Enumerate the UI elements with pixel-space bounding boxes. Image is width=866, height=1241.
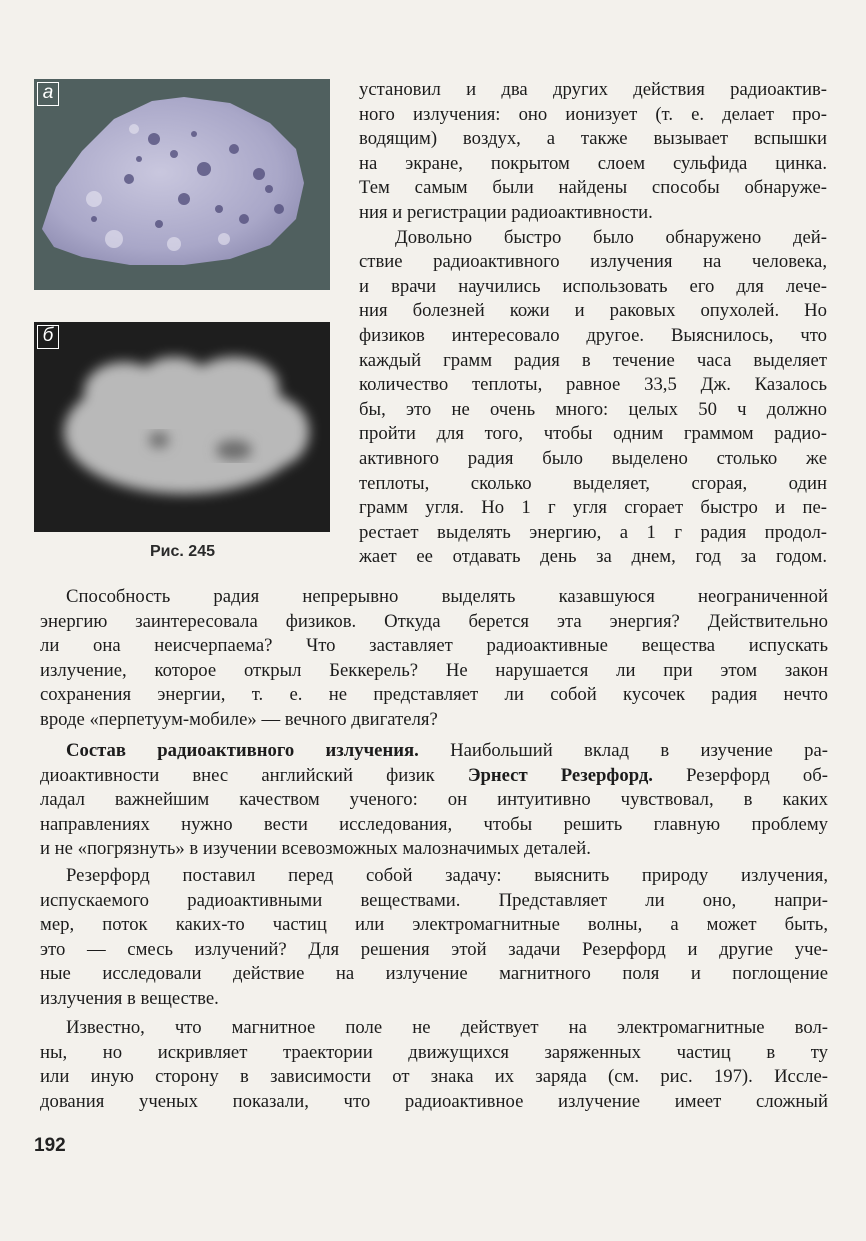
paragraph-radium-energy bbox=[66, 585, 828, 610]
paragraph-rutherford-task-cont bbox=[40, 889, 828, 1012]
text-line: ладал важнейшим качеством ученого: он интуитивно чувствовал, в каких bbox=[40, 789, 828, 811]
text-line: Резерфорд поставил перед собой задачу: выяснить природу излучения, bbox=[66, 865, 828, 886]
paragraph-radium-energy-cont bbox=[40, 610, 828, 733]
text-line: Способность радия непрерывно выделять казавшуюся неограниченной bbox=[66, 586, 828, 607]
figure-b-radiograph bbox=[34, 322, 330, 532]
text-line: ния и регистрации радиоактивности. bbox=[359, 201, 653, 223]
text-line: это — смесь излучений? Для решения этой задачи Резерфорд и другие уче- bbox=[40, 938, 828, 960]
paragraph bbox=[359, 78, 827, 226]
text-line: вроде «перпетуум-мобиле» — вечного двигателя? bbox=[40, 708, 438, 730]
text-line: водящим) воздух, а также вызывает вспышки bbox=[359, 128, 827, 150]
text-line: и не «погрязнуть» в изучении всевозможных малозначимых деталей. bbox=[40, 838, 591, 860]
text-line: теплоты, сколько выделяет, сгорая, один bbox=[359, 472, 827, 494]
text-line: жает ее отдавать день за днем, год за годом. bbox=[359, 546, 827, 568]
scientist-name: Эрнест Резерфорд. bbox=[467, 764, 653, 786]
text-fragment: Наибольший вклад в изучение ра- bbox=[418, 740, 828, 761]
mineral-rock-image bbox=[34, 79, 330, 290]
paragraph-magnetic-field-cont bbox=[40, 1041, 828, 1115]
text-line bbox=[40, 764, 828, 789]
text-line: ствие радиоактивного излучения на человека, bbox=[359, 251, 827, 273]
text-line: бы, это не очень много: целых 50 ч должно bbox=[359, 398, 827, 420]
text-fragment: диоактивности внес английский физик bbox=[40, 764, 468, 786]
text-line: ли она неисчерпаема? Что заставляет радиоактивные вещества испускать bbox=[40, 635, 828, 657]
text-line: мер, поток каких-то частиц или электромагнитные волны, а может быть, bbox=[40, 914, 828, 936]
radiograph-image bbox=[34, 322, 330, 532]
figure-caption: Рис. 245 bbox=[150, 543, 215, 560]
text-line: и врачи научились использовать его для лече- bbox=[359, 275, 827, 297]
text-line: пройти для того, чтобы одним граммом радио- bbox=[359, 423, 827, 445]
text-line bbox=[66, 739, 828, 764]
text-line: ного излучения: оно ионизует (т. е. делает про- bbox=[359, 103, 827, 125]
text-line: Тем самым были найдены способы обнаруже- bbox=[359, 177, 827, 199]
right-column-text bbox=[359, 78, 827, 570]
text-fragment: Резерфорд об- bbox=[652, 764, 828, 786]
text-line: рестает выделять энергию, а 1 г радия продол- bbox=[359, 521, 827, 543]
text-line: излучение, которое открыл Беккерель? Не нарушается ли при этом закон bbox=[40, 659, 828, 681]
text-line: активного радия было выделено столько же bbox=[359, 447, 827, 469]
text-line: установил и два других действия радиоактив- bbox=[359, 79, 827, 100]
section-heading: Состав радиоактивного излучения. bbox=[66, 740, 419, 761]
paragraph-rutherford-task bbox=[66, 864, 828, 889]
text-line: энергию заинтересовала физиков. Откуда берется эта энергия? Действительно bbox=[40, 610, 828, 632]
paragraph bbox=[359, 226, 827, 570]
figure-a-label: а bbox=[37, 82, 59, 106]
text-line: Довольно быстро было обнаружено дей- bbox=[395, 226, 827, 248]
text-line: сохранения энергии, т. е. не представляет ли собой кусочек радия нечто bbox=[40, 684, 828, 706]
paragraph-magnetic-field bbox=[66, 1016, 828, 1041]
text-line: количество теплоты, равное 33,5 Дж. Казалось bbox=[359, 374, 827, 396]
text-line: физиков интересовало другое. Выяснилось, что bbox=[359, 324, 827, 346]
text-line: ны, но искривляет траектории движущихся заряженных частиц в ту bbox=[40, 1041, 828, 1063]
text-line: каждый грамм радия в течение часа выделяет bbox=[359, 349, 827, 371]
figure-a-mineral-photo bbox=[34, 79, 330, 290]
text-line: на экране, покрытом слоем сульфида цинка. bbox=[359, 152, 827, 174]
paragraph-radiation-composition-cont bbox=[40, 764, 828, 862]
text-line: направлениях нужно вести исследования, чтобы решить главную проблему bbox=[40, 813, 828, 835]
text-line: испускаемого радиоактивными веществами. Представляет ли оно, напри- bbox=[40, 889, 828, 911]
text-line: излучения в веществе. bbox=[40, 987, 219, 1009]
text-line: дования ученых показали, что радиоактивное излучение имеет сложный bbox=[40, 1090, 828, 1112]
text-line: Известно, что магнитное поле не действует на электромагнитные вол- bbox=[66, 1017, 828, 1038]
page-number: 192 bbox=[34, 1135, 66, 1156]
text-line: ные исследовали действие на излучение магнитного поля и поглощение bbox=[40, 963, 828, 985]
text-line: ния болезней кожи и раковых опухолей. Но bbox=[359, 300, 827, 322]
text-line: или иную сторону в зависимости от знака их заряда (см. рис. 197). Иссле- bbox=[40, 1066, 828, 1088]
text-line: грамм угля. Но 1 г угля сгорает быстро и пе- bbox=[359, 497, 827, 519]
figure-b-label: б bbox=[37, 325, 59, 349]
paragraph-radiation-composition bbox=[66, 739, 828, 764]
